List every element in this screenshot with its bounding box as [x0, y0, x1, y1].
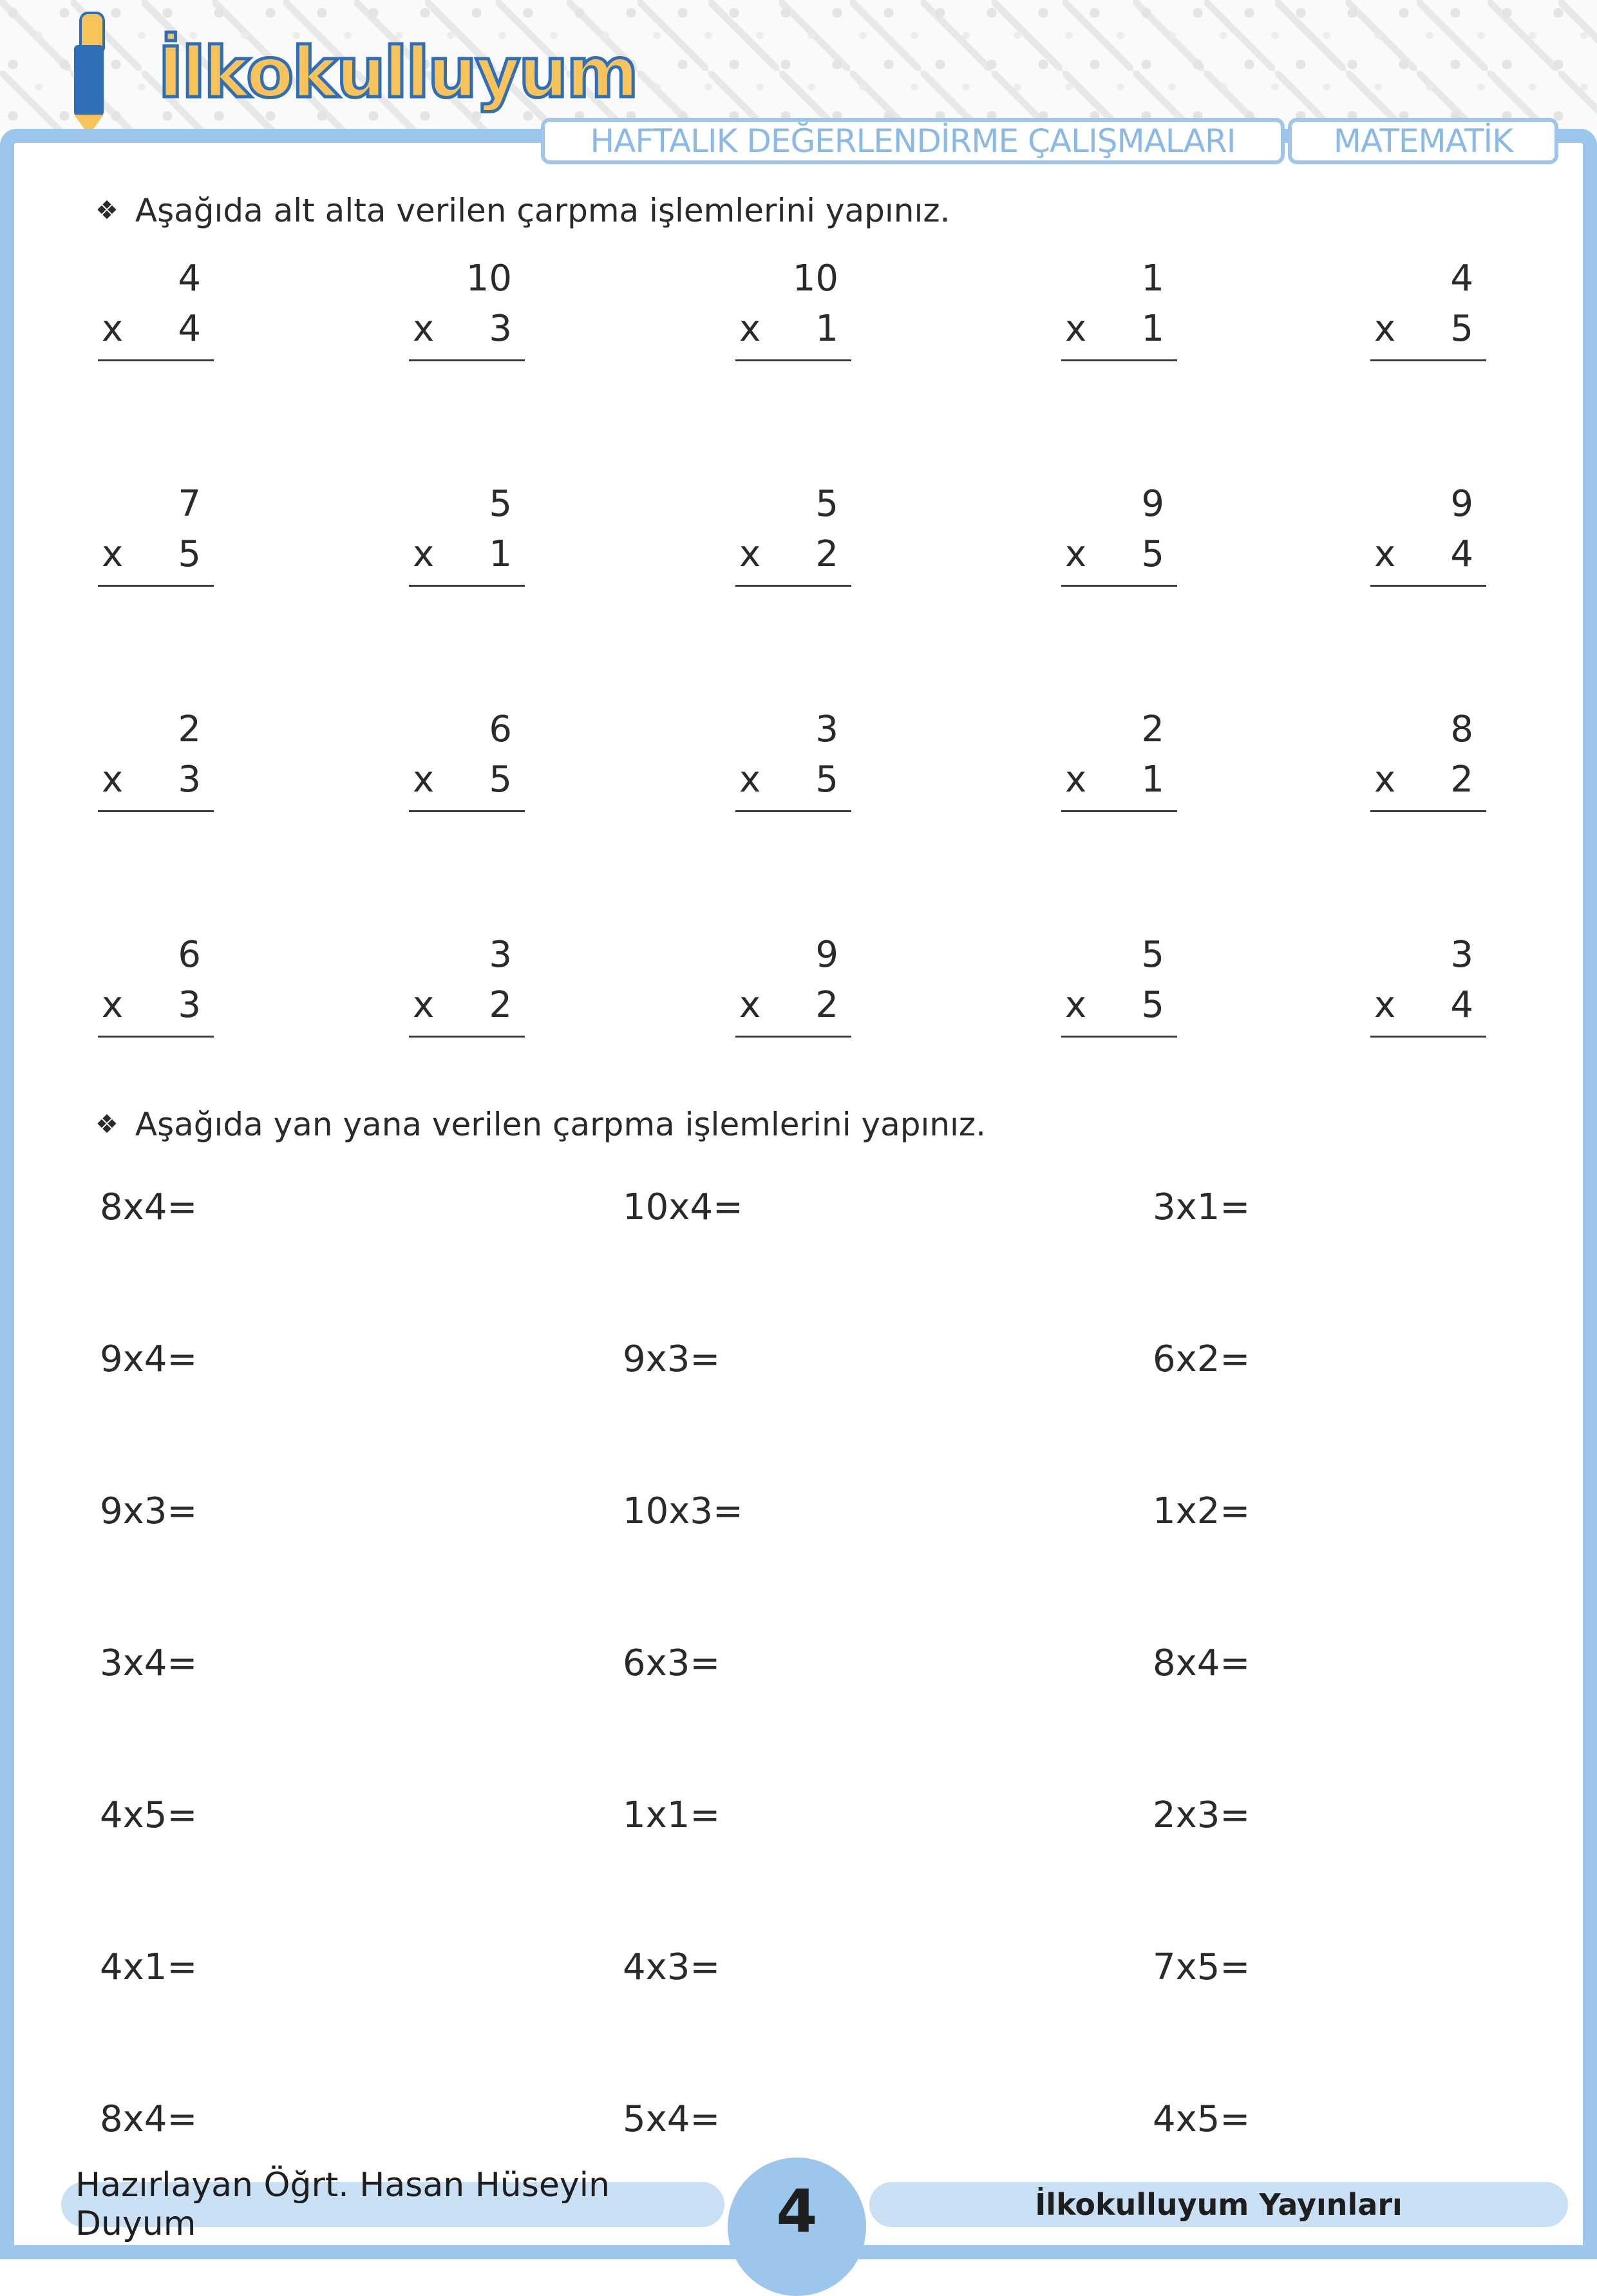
answer-line	[735, 1036, 851, 1038]
horizontal-problem: 8x4=	[1153, 1642, 1251, 1684]
multiplier: 4	[1450, 984, 1473, 1026]
multiplier: 1	[1141, 308, 1164, 350]
multiply-operator: x	[739, 759, 761, 801]
vertical-problem	[1061, 483, 1177, 593]
multiplier: 3	[178, 759, 201, 801]
multiplier: 3	[178, 984, 201, 1026]
multiply-operator: x	[413, 308, 435, 350]
multiply-operator: x	[1065, 308, 1087, 350]
answer-line	[1061, 1036, 1177, 1038]
logo-text: İlkokulluyum	[158, 33, 637, 113]
horizontal-problem: 2x3=	[1153, 1794, 1251, 1836]
logo	[68, 6, 637, 129]
diamond-bullet-icon: ❖	[95, 196, 118, 225]
instruction-text: Aşağıda alt alta verilen çarpma işlemlerini yapınız.	[135, 192, 950, 229]
vertical-problem	[98, 483, 214, 593]
answer-line	[1370, 585, 1486, 587]
page-frame	[0, 129, 1597, 2259]
horizontal-problem: 9x3=	[623, 1338, 721, 1380]
vertical-problem	[1370, 483, 1486, 593]
vertical-problem	[735, 483, 851, 593]
instruction-horizontal	[95, 1106, 986, 1143]
answer-line	[409, 1036, 525, 1038]
answer-line	[98, 810, 214, 812]
horizontal-problem: 4x1=	[100, 1946, 198, 1988]
horizontal-problem: 8x4=	[100, 1186, 198, 1228]
answer-line	[735, 810, 851, 812]
multiplicand: 9	[1450, 483, 1473, 525]
instruction-vertical	[95, 192, 950, 229]
multiplicand: 5	[489, 483, 512, 525]
horizontal-problem: 5x4=	[623, 2098, 721, 2140]
horizontal-problem: 3x1=	[1153, 1186, 1251, 1228]
multiplicand: 6	[178, 934, 201, 976]
section-title: HAFTALIK DEĞERLENDİRME ÇALIŞMALARI	[541, 118, 1285, 164]
multiplier: 5	[1141, 984, 1164, 1026]
vertical-problem	[1061, 708, 1177, 818]
subject-label: MATEMATİK	[1288, 118, 1558, 164]
multiplier: 1	[815, 308, 838, 350]
multiply-operator: x	[102, 308, 124, 350]
vertical-problem	[409, 934, 525, 1043]
multiplier: 5	[1450, 308, 1473, 350]
multiplier: 2	[815, 984, 838, 1026]
multiplicand: 4	[178, 258, 201, 299]
answer-line	[1370, 1036, 1486, 1038]
vertical-problem	[1061, 258, 1177, 367]
horizontal-problem: 1x1=	[623, 1794, 721, 1836]
instruction-text: Aşağıda yan yana verilen çarpma işlemlerini yapınız.	[135, 1106, 987, 1143]
multiplier: 5	[178, 533, 201, 575]
multiplier: 3	[489, 308, 512, 350]
multiply-operator: x	[1374, 984, 1396, 1026]
pencil-icon	[74, 45, 104, 116]
vertical-problem	[1061, 934, 1177, 1043]
answer-line	[1061, 810, 1177, 812]
multiplicand: 2	[1141, 708, 1164, 750]
answer-line	[409, 359, 525, 361]
multiplicand: 9	[815, 934, 838, 976]
answer-line	[735, 585, 851, 587]
vertical-problem	[409, 483, 525, 593]
multiplicand: 4	[1450, 258, 1473, 299]
multiply-operator: x	[102, 759, 124, 801]
multiply-operator: x	[1374, 759, 1396, 801]
multiplier: 1	[1141, 759, 1164, 801]
vertical-problem	[98, 708, 214, 818]
horizontal-problem: 10x4=	[623, 1186, 743, 1228]
answer-line	[98, 1036, 214, 1038]
vertical-problem	[735, 934, 851, 1043]
vertical-problem	[98, 934, 214, 1043]
vertical-problem	[409, 258, 525, 367]
answer-line	[98, 585, 214, 587]
multiplier: 2	[815, 533, 838, 575]
horizontal-problem: 4x5=	[100, 1794, 198, 1836]
multiply-operator: x	[739, 308, 761, 350]
multiplicand: 3	[489, 934, 512, 976]
multiplicand: 5	[815, 483, 838, 525]
answer-line	[1370, 810, 1486, 812]
multiplier: 5	[815, 759, 838, 801]
multiplicand: 5	[1141, 934, 1164, 976]
answer-line	[98, 359, 214, 361]
horizontal-problem: 1x2=	[1153, 1490, 1251, 1532]
multiply-operator: x	[413, 533, 435, 575]
multiplicand: 10	[792, 258, 838, 299]
multiply-operator: x	[1374, 533, 1396, 575]
multiply-operator: x	[102, 533, 124, 575]
multiplicand: 1	[1141, 258, 1164, 299]
answer-line	[1061, 359, 1177, 361]
vertical-problem	[1370, 934, 1486, 1043]
horizontal-problem: 6x2=	[1153, 1338, 1251, 1380]
multiply-operator: x	[739, 533, 761, 575]
multiply-operator: x	[1065, 533, 1087, 575]
vertical-problem	[735, 258, 851, 367]
multiplier: 4	[1450, 533, 1473, 575]
multiply-operator: x	[1065, 759, 1087, 801]
multiply-operator: x	[739, 984, 761, 1026]
answer-line	[1061, 585, 1177, 587]
answer-line	[409, 585, 525, 587]
horizontal-problem: 10x3=	[623, 1490, 743, 1532]
multiplicand: 2	[178, 708, 201, 750]
author-label: Hazırlayan Öğrt. Hasan Hüseyin Duyum	[61, 2182, 724, 2227]
multiplier: 1	[489, 533, 512, 575]
horizontal-problem: 6x3=	[623, 1642, 721, 1684]
horizontal-problem: 3x4=	[100, 1642, 198, 1684]
multiplier: 2	[1450, 759, 1473, 801]
horizontal-problem: 7x5=	[1153, 1946, 1251, 1988]
multiplier: 4	[178, 308, 201, 350]
multiplier: 5	[489, 759, 512, 801]
multiply-operator: x	[1065, 984, 1087, 1026]
horizontal-problem: 4x3=	[623, 1946, 721, 1988]
multiply-operator: x	[102, 984, 124, 1026]
page-number: 4	[728, 2158, 866, 2296]
multiplier: 5	[1141, 533, 1164, 575]
multiply-operator: x	[1374, 308, 1396, 350]
answer-line	[409, 810, 525, 812]
horizontal-problem: 8x4=	[100, 2098, 198, 2140]
vertical-problem	[1370, 258, 1486, 367]
multiplicand: 8	[1450, 708, 1473, 750]
answer-line	[1370, 359, 1486, 361]
vertical-problem	[735, 708, 851, 818]
vertical-problem	[1370, 708, 1486, 818]
multiplicand: 9	[1141, 483, 1164, 525]
multiplicand: 7	[178, 483, 201, 525]
vertical-problem	[409, 708, 525, 818]
vertical-problem	[98, 258, 214, 367]
horizontal-problem: 9x4=	[100, 1338, 198, 1380]
diamond-bullet-icon: ❖	[95, 1110, 118, 1139]
publisher-label: İlkokulluyum Yayınları	[869, 2182, 1568, 2227]
horizontal-problem: 9x3=	[100, 1490, 198, 1532]
multiply-operator: x	[413, 759, 435, 801]
multiplier: 2	[489, 984, 512, 1026]
multiplicand: 3	[1450, 934, 1473, 976]
answer-line	[735, 359, 851, 361]
multiplicand: 3	[815, 708, 838, 750]
multiply-operator: x	[413, 984, 435, 1026]
multiplicand: 6	[489, 708, 512, 750]
horizontal-problem: 4x5=	[1153, 2098, 1251, 2140]
multiplicand: 10	[466, 258, 512, 299]
